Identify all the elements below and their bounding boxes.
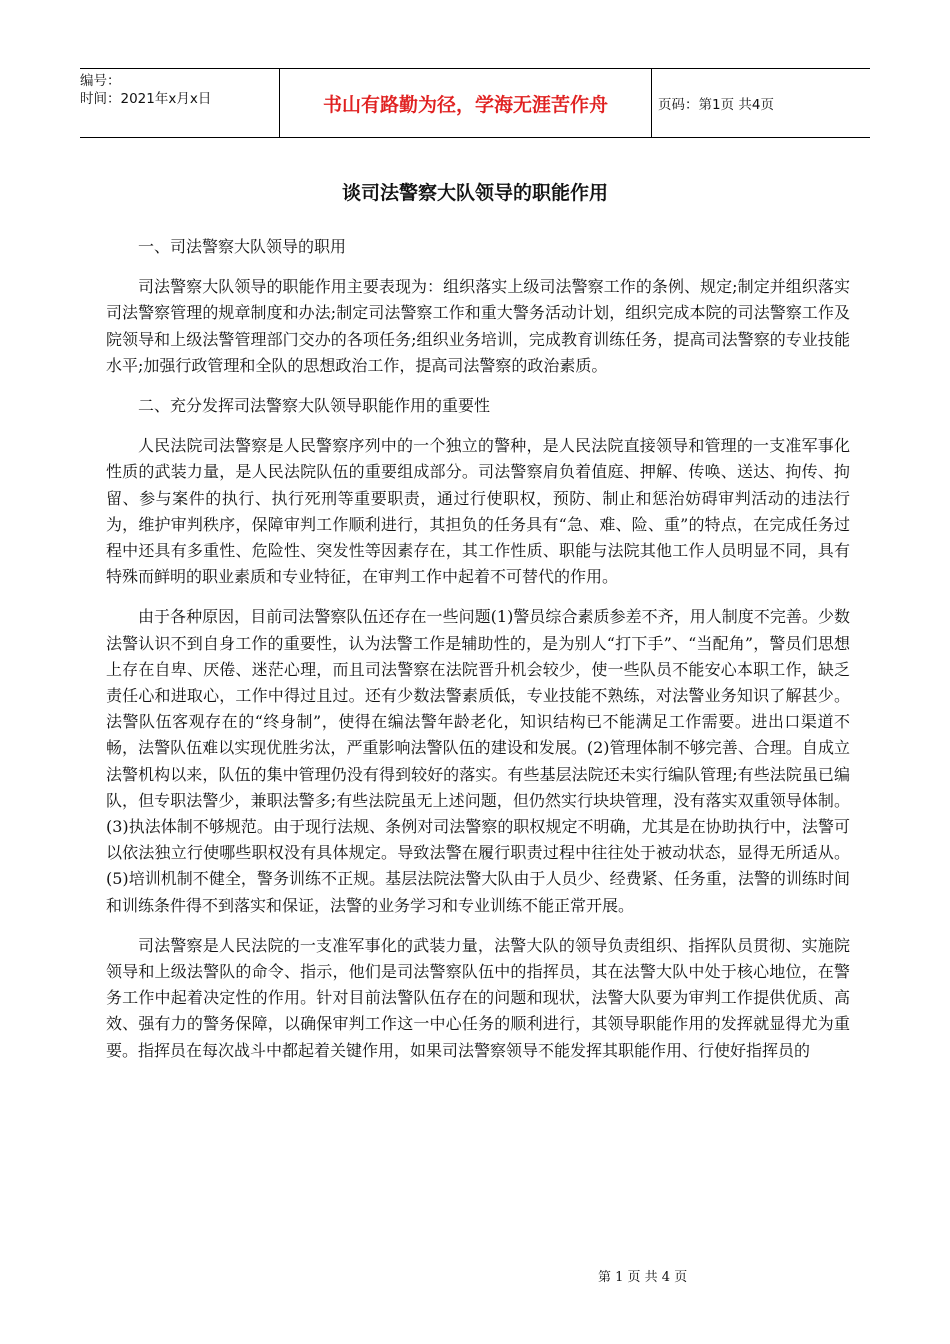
- serial-label: 编号：: [80, 73, 121, 89]
- header-motto-cell: [280, 69, 652, 137]
- section-heading: 二、充分发挥司法警察大队领导职能作用的重要性: [138, 396, 491, 416]
- header-page-cell: [652, 69, 870, 137]
- document-body: [106, 234, 850, 1078]
- paragraph: 由于各种原因，目前司法警察队伍还存在一些问题(1)警员综合素质参差不齐，用人制度不完善。少数法警认识不到自身工作的重要性，认为法警工作是辅助性的，是为别人“打下手”、“当配角”，警员们思想上存在自卑、厌倦、迷茫心理，而且司法警察在法院晋升机会较少，使一些队员不能安心本职工作，缺乏责任心和进取心，工作中得过且过。还有少数法警素质低，专业技能不熟练，对法警业务知识了解甚少。法警队伍客观存在的“终身制”，使得在编法警年龄老化，知识结构已不能满足工作需要。进出口渠道不畅，法警队伍难以实现优胜劣汰，严重影响法警队伍的建设和发展。(2)管理体制不够完善、合理。自成立法警机构以来，队伍的集中管理仍没有得到较好的落实。有些基层法院还未实行编队管理;有些法院虽已编队，但专职法警少，兼职法警多;有些法院虽无上述问题，但仍然实行块块管理，没有落实双重领导体制。(3)执法体制不够规范。由于现行法规、条例对司法警察的职权规定不明确，尤其是在协助执行中，法警可以依法独立行使哪些职权没有具体规定。导致法警在履行职责过程中往往处于被动状态，显得无所适从。(5)培训机制不健全，警务训练不正规。基层法院法警大队由于人员少、经费紧、任务重，法警的训练时间和训练条件得不到落实和保证，法警的业务学习和专业训练不能正常开展。: [106, 607, 850, 915]
- paragraph: 人民法院司法警察是人民警察序列中的一个独立的警种，是人民法院直接领导和管理的一支准军事化性质的武装力量，是人民法院队伍的重要组成部分。司法警察肩负着值庭、押解、传唤、送达、拘传、拘留、参与案件的执行、执行死刑等重要职责，通过行使职权，预防、制止和惩治妨碍审判活动的违法行为，维护审判秩序，保障审判工作顺利进行，其担负的任务具有“急、难、险、重”的特点，在完成任务过程中还具有多重性、危险性、突发性等因素存在，其工作性质、职能与法院其他工作人员明显不同，具有特殊而鲜明的职业素质和专业特征，在审判工作中起着不可替代的作用。: [106, 436, 850, 587]
- section-heading: 一、司法警察大队领导的职用: [138, 237, 347, 256]
- header-table: [80, 68, 870, 138]
- date-line: 时间：2021年x月x日: [80, 91, 212, 107]
- paragraph: 司法警察是人民法院的一支准军事化的武装力量，法警大队的领导负责组织、指挥队员贯彻、实施院领导和上级法警队的命令、指示，他们是司法警察队伍中的指挥员，其在法警大队中处于核心地位，在警务工作中起着决定性的作用。针对目前法警队伍存在的问题和现状，法警大队要为审判工作提供优质、高效、强有力的警务保障，以确保审判工作这一中心任务的顺利进行，其领导职能作用的发挥就显得尤为重要。指挥员在每次战斗中都起着关键作用，如果司法警察领导不能发挥其职能作用、行使好指挥员的: [106, 935, 850, 1060]
- motto: 书山有路勤为径，学海无涯苦作舟: [322, 93, 608, 116]
- document-title: 谈司法警察大队领导的职能作用: [341, 182, 608, 204]
- page-footer: 第 1 页 共 4 页: [598, 1270, 688, 1285]
- header-meta-cell: [80, 69, 280, 137]
- page-info: 页码：第1页 共4页: [658, 97, 774, 113]
- paragraph: 司法警察大队领导的职能作用主要表现为：组织落实上级司法警察工作的条例、规定;制定并组织落实司法警察管理的规章制度和办法;制定司法警察工作和重大警务活动计划，组织完成本院的司法警察工作及院领导和上级法警管理部门交办的各项任务;组织业务培训，完成教育训练任务，提高司法警察的专业技能水平;加强行政管理和全队的思想政治工作，提高司法警察的政治素质。: [106, 277, 850, 375]
